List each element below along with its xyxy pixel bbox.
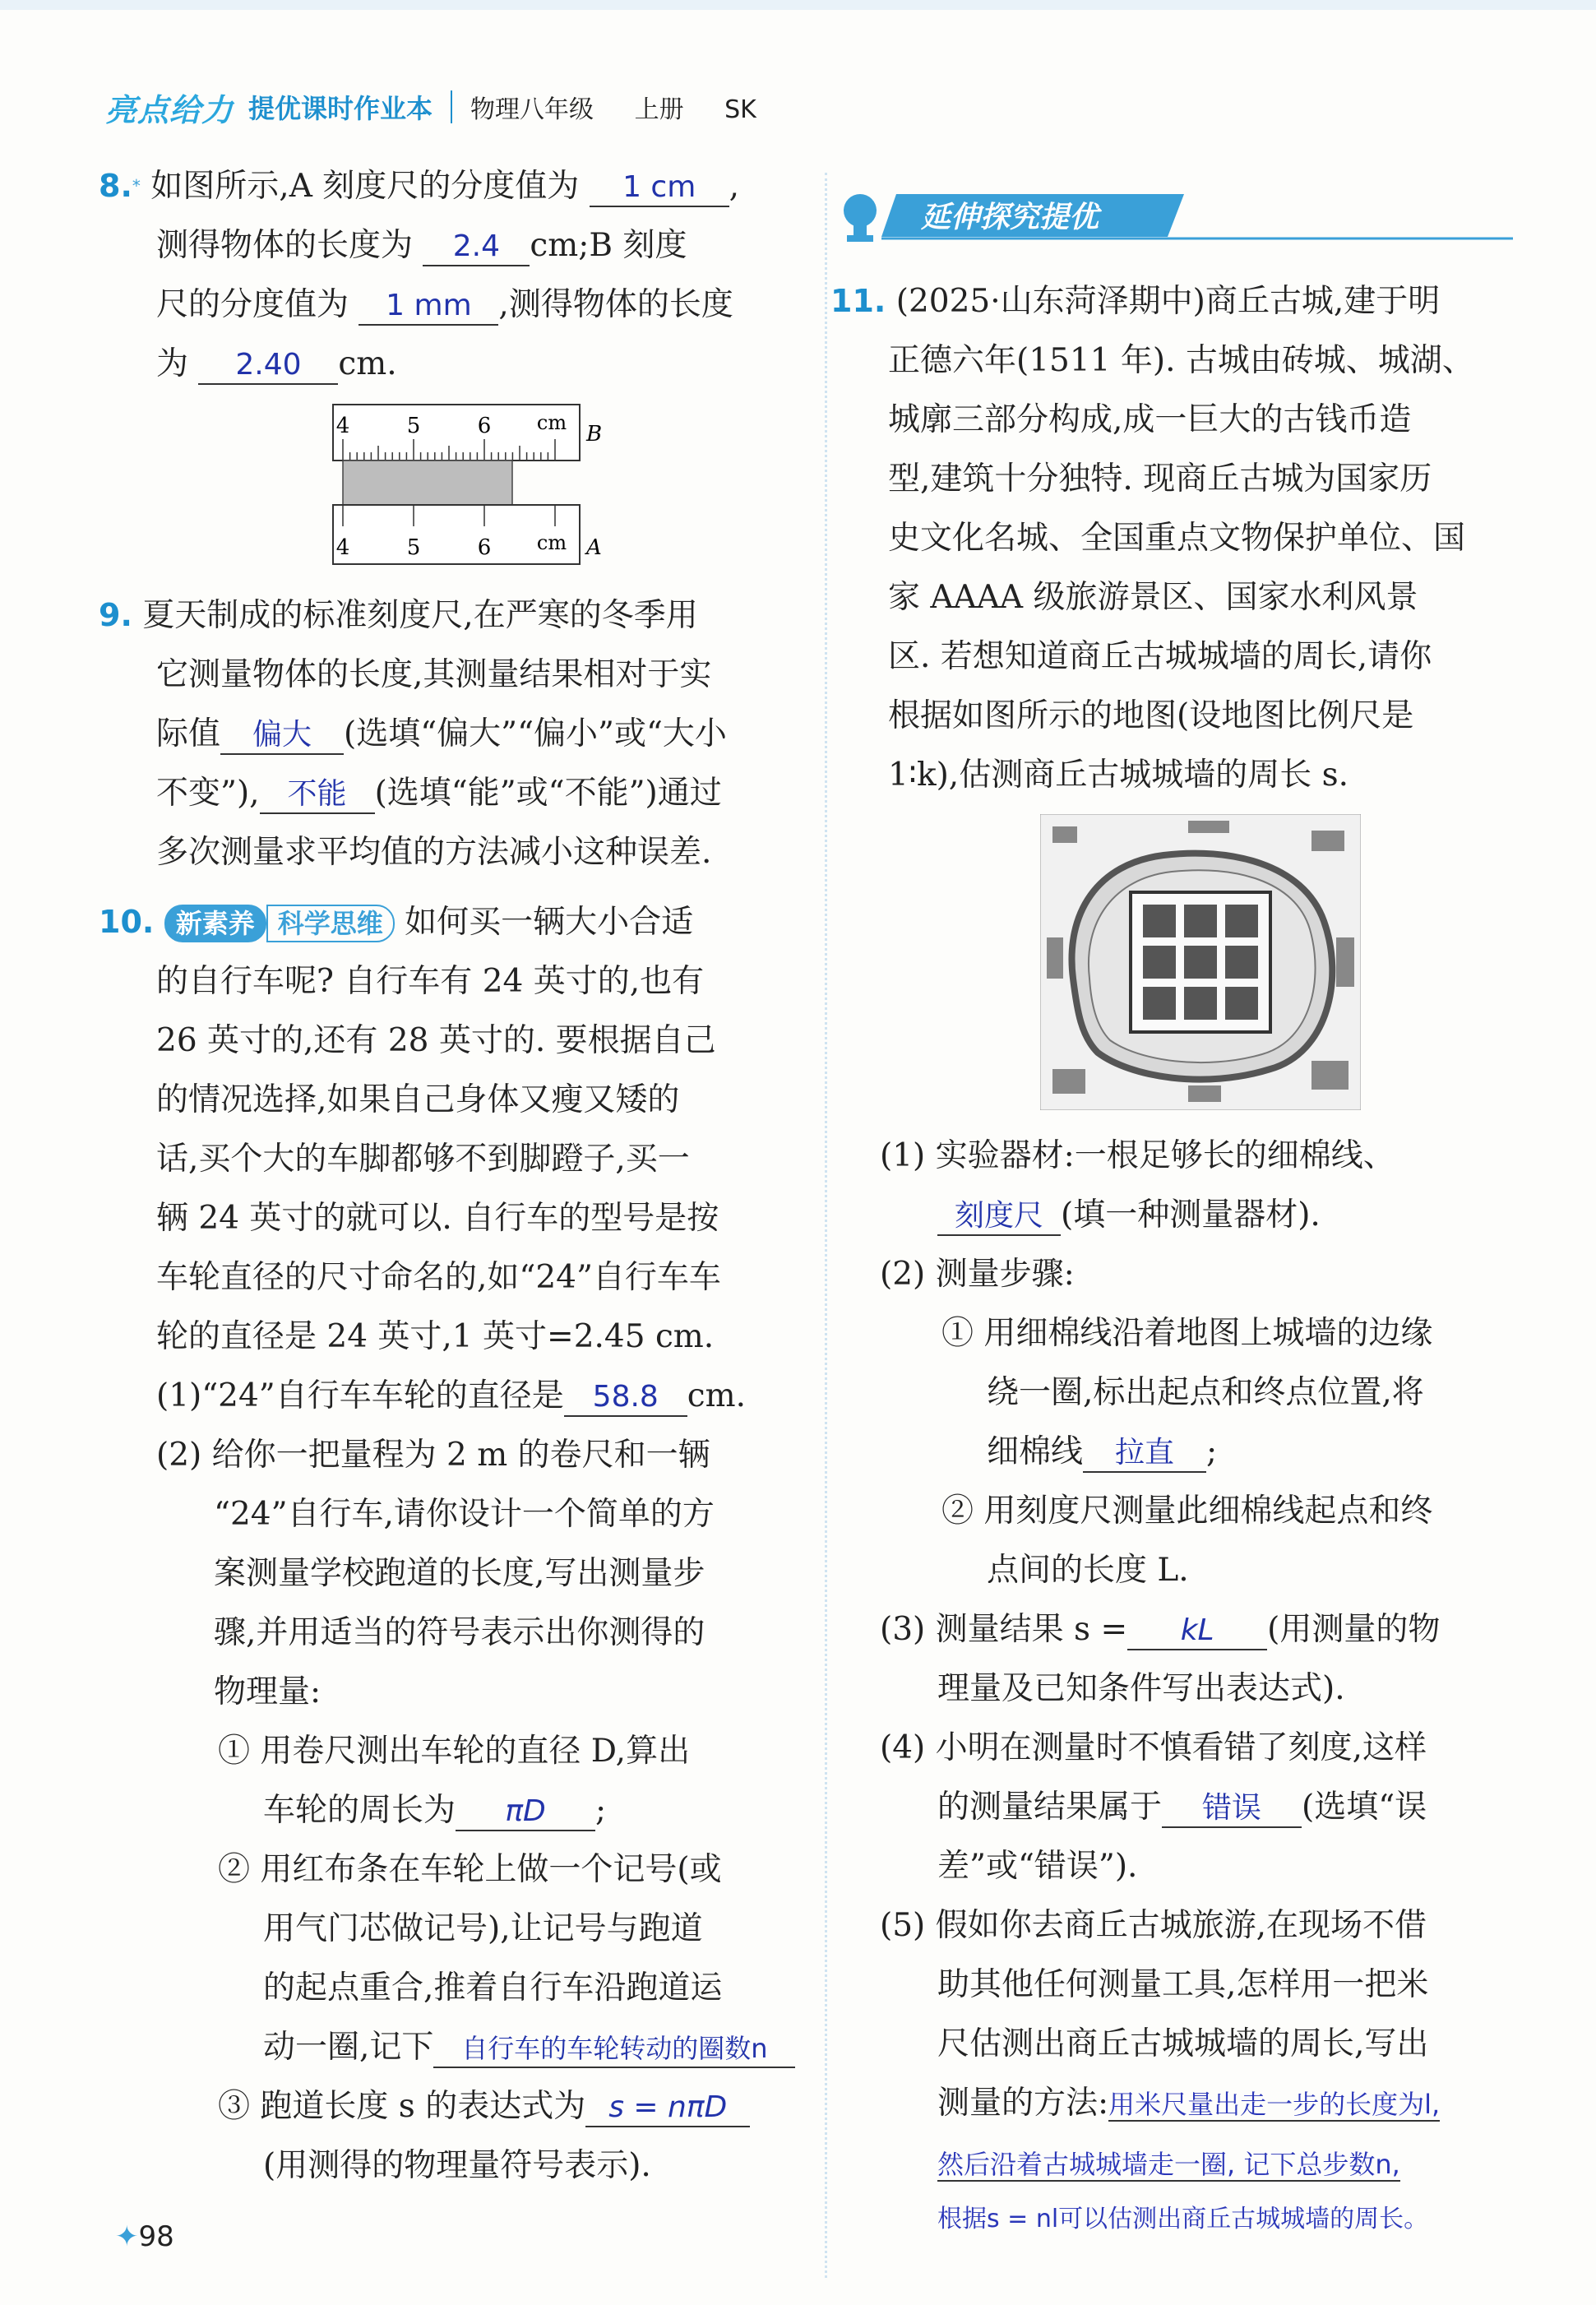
ruler-a-tick: 6: [477, 535, 492, 560]
q11-answer-error: 错误: [1162, 1790, 1302, 1828]
question-number: 9.: [99, 597, 132, 633]
q9-text: 夏天制成的标准刻度尺,在严寒的冬季用: [142, 597, 698, 634]
question-10: [99, 892, 789, 2196]
ruler-a-tick: 4: [335, 535, 350, 560]
page-number-text: 98: [138, 2220, 174, 2253]
ruler-a-tick: 5: [406, 535, 421, 560]
q10-part1: (1)“24”自行车车轮的直径是: [156, 1377, 564, 1414]
q11-part2: (2) 测量步骤:: [880, 1256, 1075, 1293]
q8-answer-4: 2.40: [198, 347, 338, 385]
q10-text: 的情况选择,如果自己身体又瘦又矮的: [156, 1081, 680, 1118]
question-11-parts: [880, 1127, 1562, 2243]
edition: SK: [724, 95, 756, 124]
q11-part3: (用测量的物: [1267, 1611, 1441, 1648]
q10-text: 轮的直径是 24 英寸,1 英寸=2.45 cm.: [156, 1318, 715, 1355]
q8-text: 尺的分度值为: [156, 286, 349, 323]
q10-step2: ② 用红布条在车轮上做一个记号(或: [218, 1851, 722, 1888]
q10-step3: ③ 跑道长度 s 的表达式为: [218, 2088, 586, 2125]
q9-answer-2: 不能: [260, 776, 375, 814]
q11-step1: ;: [1206, 1433, 1218, 1470]
q11-part4: 的测量结果属于: [937, 1789, 1163, 1826]
q8-answer-1: 1 cm: [590, 169, 729, 207]
q8-text: ,: [729, 168, 740, 205]
q11-answer-result: kL: [1127, 1613, 1267, 1650]
q10-part2: 物理量:: [214, 1673, 322, 1710]
q10-step1: ① 用卷尺测出车轮的直径 D,算出: [218, 1733, 691, 1770]
q8-text: cm.: [338, 345, 397, 382]
q11-text: (2025·山东菏泽期中)商丘古城,建于明: [895, 283, 1441, 320]
question-8: [99, 156, 789, 394]
ruler-b-tick: 5: [406, 414, 421, 438]
section-banner: [830, 189, 1513, 245]
page-header: [105, 82, 789, 132]
q8-answer-2: 2.4: [423, 229, 530, 266]
q9-text: 它测量物体的长度,其测量结果相对于实: [156, 656, 712, 693]
q10-answer-revolutions: 自行车的车轮转动的圈数n: [433, 2030, 795, 2068]
q10-step1: ;: [595, 1792, 607, 1829]
q11-part4: 差”或“错误”).: [937, 1848, 1138, 1885]
q11-answer-method-2: 然后沿着古城城墙走一圈, 记下总步数n,: [937, 2149, 1400, 2180]
header-divider: [451, 90, 452, 123]
q10-step1: 车轮的周长为: [263, 1792, 456, 1829]
q11-part3: (3) 测量结果 s =: [880, 1611, 1128, 1648]
volume: 上册: [634, 95, 684, 124]
q8-text: 测得物体的长度为: [156, 227, 414, 264]
q11-text: 家 AAAA 级旅游景区、国家水利风景: [888, 579, 1418, 616]
star-icon: *: [132, 176, 141, 196]
question-9: [99, 586, 789, 882]
q10-part2: 骤,并用适当的符号表示出你测得的: [214, 1614, 705, 1651]
q11-text: 1∶k),估测商丘古城城墙的周长 s.: [888, 757, 1349, 794]
q11-step2: 点间的长度 L.: [987, 1552, 1189, 1589]
q11-text: 根据如图所示的地图(设地图比例尺是: [888, 697, 1414, 734]
logo: 亮点给力: [105, 91, 234, 128]
q11-answer-method-1: 用米尺量出走一步的长度为l,: [1108, 2089, 1441, 2120]
q10-text: 的自行车呢? 自行车有 24 英寸的,也有: [156, 963, 705, 1000]
q10-text: 车轮直径的尺寸命名的,如“24”自行车车: [156, 1259, 721, 1296]
ruler-a-unit: cm: [536, 531, 567, 554]
q11-part3: 理量及已知条件写出表达式).: [937, 1670, 1345, 1707]
q11-text: 型,建筑十分独特. 现商丘古城为国家历: [888, 461, 1432, 498]
q11-answer-straighten: 拉直: [1083, 1435, 1206, 1473]
q11-text: 史文化名城、全国重点文物保护单位、国: [888, 520, 1466, 557]
q9-text: 际值: [156, 715, 221, 752]
book-info: [470, 89, 789, 125]
q10-step2: 用气门芯做记号),让记号与跑道: [263, 1910, 703, 1947]
subject: 物理八年级: [470, 95, 594, 124]
q9-text: (选填“偏大”“偏小”或“大小: [344, 715, 727, 752]
top-bar: [0, 0, 1596, 10]
question-11: [830, 271, 1554, 805]
star-icon: ✦: [115, 2220, 139, 2253]
q9-text: (选填“能”或“不能”)通过: [374, 775, 722, 812]
book-subtitle: 提优课时作业本: [248, 93, 433, 124]
new-literacy-tag: 新素养: [164, 905, 266, 942]
q10-answer-circumference: πD: [456, 1794, 595, 1831]
q11-step1: 绕一圈,标出起点和终点位置,将: [987, 1374, 1424, 1411]
q8-text: 为: [156, 345, 189, 382]
q11-part1: (填一种测量器材).: [1061, 1196, 1321, 1233]
q10-text: 如何买一辆大小合适: [405, 904, 694, 941]
q8-answer-3: 1 mm: [359, 288, 498, 326]
question-number: 10.: [99, 904, 155, 940]
q10-part2: “24”自行车,请你设计一个简单的方: [214, 1496, 715, 1533]
q11-answer-tool: 刻度尺: [937, 1198, 1061, 1236]
q11-step1: 细棉线: [987, 1433, 1084, 1470]
question-number: 11.: [830, 283, 886, 319]
q10-part1: cm.: [687, 1377, 746, 1414]
ruler-b-tick: 6: [477, 414, 492, 438]
q11-text: 区. 若想知道商丘古城城墙的周长,请你: [888, 638, 1432, 675]
q10-answer-expression: s = nπD: [585, 2090, 750, 2127]
q11-text: 正德六年(1511 年). 古城由砖城、城湖、: [888, 342, 1474, 379]
q10-text: 辆 24 英寸的就可以. 自行车的型号是按: [156, 1200, 719, 1237]
ruler-figure: [325, 401, 621, 574]
q8-text: ,测得物体的长度: [498, 286, 733, 323]
q9-text: 多次测量求平均值的方法减小这种误差.: [156, 834, 712, 871]
q8-text: cm;B 刻度: [530, 227, 687, 264]
ruler-b-label: B: [586, 422, 603, 447]
q11-answer-method-3: 根据s = nl可以估测出商丘古城城墙的周长。: [937, 2205, 1429, 2233]
q11-part4: (选填“误: [1302, 1789, 1427, 1826]
q9-answer-1: 偏大: [220, 717, 344, 755]
q11-part4: (4) 小明在测量时不慎看错了刻度,这样: [880, 1729, 1427, 1766]
q11-text: 城廓三部分构成,成一巨大的古钱币造: [888, 401, 1412, 438]
q11-step2: ② 用刻度尺测量此细棉线起点和终: [941, 1493, 1433, 1530]
q10-text: 话,买个大的车脚都够不到脚蹬子,买一: [156, 1141, 690, 1178]
q11-part5: 助其他任何测量工具,怎样用一把米: [937, 1966, 1429, 2003]
ruler-b-tick: 4: [335, 414, 350, 438]
q11-step1: ① 用细棉线沿着地图上城墙的边缘: [941, 1315, 1433, 1352]
q8-text: 如图所示,A 刻度尺的分度值为: [150, 168, 580, 205]
q10-part2: (2) 给你一把量程为 2 m 的卷尺和一辆: [156, 1437, 710, 1474]
q10-step2: 的起点重合,推着自行车沿跑道运: [263, 1969, 723, 2006]
q10-step3: (用测得的物理量符号表示).: [263, 2147, 651, 2184]
section-title: 延伸探究提优: [921, 201, 1099, 234]
measured-object: [343, 461, 512, 505]
q11-part5: (5) 假如你去商丘古城旅游,在现场不借: [880, 1907, 1427, 1944]
q10-step2: 动一圈,记下: [263, 2029, 434, 2066]
ruler-b-unit: cm: [536, 411, 567, 434]
q9-text: 不变”),: [156, 775, 260, 812]
ancient-city-map: [1040, 814, 1361, 1110]
q11-part1: (1) 实验器材:一根足够长的细棉线、: [880, 1137, 1395, 1174]
page-number: [115, 2220, 174, 2253]
scientific-thinking-tag: 科学思维: [266, 905, 395, 942]
ruler-a-label: A: [586, 535, 602, 560]
q10-text: 26 英寸的,还有 28 英寸的. 要根据自己: [156, 1022, 716, 1059]
q10-answer-diameter: 58.8: [564, 1379, 687, 1417]
q10-part2: 案测量学校跑道的长度,写出测量步: [214, 1555, 705, 1592]
column-divider: [825, 173, 827, 2278]
question-number: 8.: [99, 168, 132, 204]
q11-part5: 尺估测出商丘古城城墙的周长,写出: [937, 2025, 1429, 2062]
q11-part5: 测量的方法:: [937, 2085, 1109, 2122]
